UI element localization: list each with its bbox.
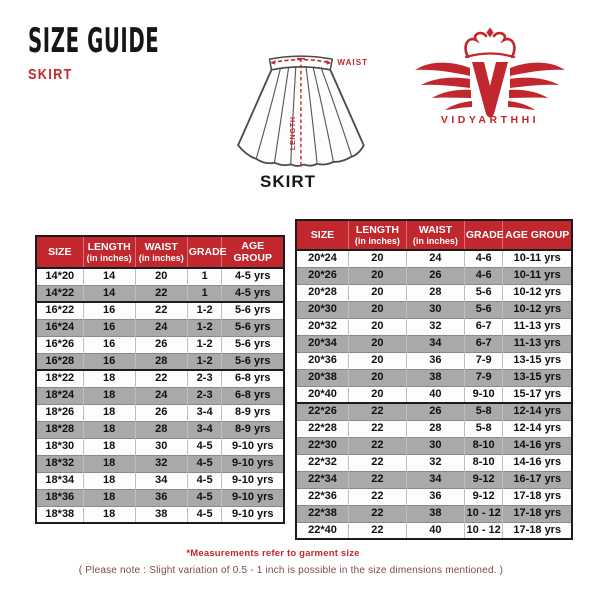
cell-age-group: 16-17 yrs — [503, 471, 572, 488]
cell-waist: 28 — [135, 421, 187, 438]
cell-age-group: 4-5 yrs — [235, 270, 271, 283]
page-title: SIZE GUIDE — [28, 21, 160, 61]
cell-length: 20 — [348, 386, 406, 403]
cell-size: 22*34 — [296, 471, 348, 488]
cell-length: 14 — [83, 268, 135, 285]
length-label: LENGTH — [288, 116, 297, 151]
table-row — [296, 352, 572, 369]
cell-size: 22*32 — [296, 454, 348, 471]
cell-waist: 24 — [135, 387, 187, 404]
cell-size: 20*28 — [296, 284, 348, 301]
cell-size: 18*26 — [36, 404, 83, 421]
col-header-size: SIZE — [36, 236, 83, 268]
cell-waist: 40 — [406, 522, 464, 539]
table-row — [36, 319, 284, 336]
cell-age-group: 5-6 yrs — [222, 302, 284, 319]
table-row — [296, 267, 572, 284]
cell-length: 20 — [348, 318, 406, 335]
table-row — [296, 369, 572, 386]
table-row — [296, 488, 572, 505]
cell-waist: 28 — [406, 284, 464, 301]
table-row — [296, 454, 572, 471]
cell-waist: 30 — [135, 438, 187, 455]
cell-size: 20*40 — [296, 386, 348, 403]
col-header-size: SIZE — [296, 220, 348, 250]
cell-grade: 1-2 — [187, 336, 222, 353]
table-row — [36, 285, 284, 302]
cell-size: 16*26 — [36, 336, 83, 353]
cell-grade: 1 — [187, 285, 222, 302]
cell-grade: 3-4 — [187, 421, 222, 438]
cell-length: 22 — [348, 471, 406, 488]
cell-length: 20 — [348, 284, 406, 301]
table-row — [296, 403, 572, 420]
cell-size: 16*24 — [36, 319, 83, 336]
table-row — [36, 506, 284, 523]
cell-grade: 5-8 — [464, 403, 503, 420]
cell-grade: 4-5 — [187, 455, 222, 472]
cell-length: 18 — [83, 455, 135, 472]
cell-size: 22*38 — [296, 505, 348, 522]
cell-grade: 2-3 — [187, 370, 222, 387]
cell-length: 20 — [348, 352, 406, 369]
cell-size: 20*24 — [296, 250, 348, 267]
cell-length: 20 — [348, 301, 406, 318]
cell-waist: 26 — [406, 267, 464, 284]
cell-length: 22 — [348, 505, 406, 522]
col-header-grade: GRADE — [464, 220, 503, 250]
cell-length: 18 — [83, 472, 135, 489]
size-table-right — [295, 219, 573, 540]
brand-name: VIDYARTHHI — [440, 114, 540, 126]
cell-length: 22 — [348, 403, 406, 420]
cell-size: 20*30 — [296, 301, 348, 318]
table-row — [296, 318, 572, 335]
cell-age-group: 6-8 yrs — [222, 370, 284, 387]
cell-age-group: 5-6 yrs — [222, 336, 284, 353]
cell-waist: 38 — [406, 505, 464, 522]
cell-age-group: 10-11 yrs — [513, 252, 561, 265]
cell-waist: 38 — [135, 506, 187, 523]
table-row — [36, 302, 284, 319]
cell-waist: 30 — [406, 301, 464, 318]
col-header-age-group: AGE GROUP — [503, 220, 572, 250]
cell-length: 20 — [348, 335, 406, 352]
cell-waist: 22 — [135, 285, 187, 302]
table-row — [296, 471, 572, 488]
cell-age-group: 17-18 yrs — [503, 505, 572, 522]
cell-length: 22 — [348, 488, 406, 505]
table-row — [36, 387, 284, 404]
cell-size: 18*36 — [36, 489, 83, 506]
cell-age-group: 14-16 yrs — [503, 454, 572, 471]
cell-length: 14 — [83, 285, 135, 302]
cell-grade: 4-5 — [187, 438, 222, 455]
table-row — [296, 437, 572, 454]
cell-length: 20 — [348, 369, 406, 386]
cell-grade: 4-5 — [187, 506, 222, 523]
cell-age-group: 13-15 yrs — [503, 352, 572, 369]
table-row — [296, 335, 572, 352]
size-table-left — [35, 235, 285, 524]
cell-size: 20*34 — [296, 335, 348, 352]
cell-length: 18 — [83, 421, 135, 438]
table-row — [36, 472, 284, 489]
cell-waist: 22 — [135, 370, 187, 387]
cell-age-group: 5-6 yrs — [222, 353, 284, 370]
table-row — [296, 284, 572, 301]
cell-age-group: 9-10 yrs — [222, 455, 284, 472]
cell-waist: 26 — [135, 404, 187, 421]
cell-age-group: 9-10 yrs — [222, 472, 284, 489]
cell-grade: 5-6 — [464, 284, 503, 301]
table-row — [36, 404, 284, 421]
cell-waist: 32 — [406, 454, 464, 471]
cell-waist: 28 — [135, 353, 187, 370]
cell-size: 20*32 — [296, 318, 348, 335]
cell-length: 18 — [83, 370, 135, 387]
cell-grade: 3-4 — [187, 404, 222, 421]
cell-size: 20*38 — [296, 369, 348, 386]
cell-length: 16 — [83, 353, 135, 370]
table-row — [296, 420, 572, 437]
cell-size: 14*22 — [36, 285, 83, 302]
table-row — [296, 522, 572, 539]
cell-age-group: 12-14 yrs — [503, 420, 572, 437]
cell-size: 18*38 — [36, 506, 83, 523]
col-header-age-group: AGE GROUP — [222, 236, 284, 268]
cell-length: 20 — [348, 267, 406, 284]
col-header-grade: GRADE — [187, 236, 222, 268]
table-row — [36, 455, 284, 472]
cell-waist: 34 — [406, 471, 464, 488]
col-header-waist: WAIST (in inches) — [135, 236, 187, 268]
cell-size: 18*34 — [36, 472, 83, 489]
cell-grade: 9-10 — [464, 386, 503, 403]
cell-age-group: 17-18 yrs — [503, 522, 572, 539]
cell-size: 16*22 — [36, 302, 83, 319]
measurement-footnote: *Measurements refer to garment size — [186, 548, 360, 559]
cell-length: 18 — [83, 438, 135, 455]
table-row — [36, 421, 284, 438]
cell-waist: 36 — [135, 489, 187, 506]
cell-age-group: 9-10 yrs — [222, 438, 284, 455]
cell-length: 22 — [348, 522, 406, 539]
cell-age-group: 9-10 yrs — [222, 506, 284, 523]
cell-age-group: 12-14 yrs — [503, 403, 572, 420]
cell-waist: 38 — [406, 369, 464, 386]
cell-size: 14*20 — [36, 268, 83, 285]
cell-age-group: 11-13 yrs — [503, 335, 572, 352]
table-header-row — [296, 220, 572, 250]
cell-waist: 28 — [406, 420, 464, 437]
cell-grade: 5-8 — [464, 420, 503, 437]
cell-length: 22 — [348, 437, 406, 454]
cell-waist: 26 — [135, 336, 187, 353]
cell-grade: 4-5 — [187, 472, 222, 489]
table-row — [36, 336, 284, 353]
cell-grade: 1 — [187, 268, 222, 285]
cell-size: 22*26 — [296, 403, 348, 420]
cell-age-group: 8-9 yrs — [222, 421, 284, 438]
cell-age-group: 6-8 yrs — [222, 387, 284, 404]
cell-grade: 8-10 — [464, 454, 503, 471]
cell-length: 18 — [83, 387, 135, 404]
cell-age-group: 10-11 yrs — [503, 267, 572, 284]
cell-age-group: 10-12 yrs — [503, 284, 572, 301]
cell-size: 18*28 — [36, 421, 83, 438]
cell-grade: 5-6 — [464, 301, 503, 318]
col-header-length: LENGTH (in inches) — [83, 236, 135, 268]
cell-grade: 1-2 — [187, 353, 222, 370]
cell-waist: 30 — [406, 437, 464, 454]
cell-grade: 4-6 — [464, 250, 503, 267]
variation-note: ( Please note : Slight variation of 0.5 - 1 inch is possible in the size dimensions mentioned. ) — [78, 565, 504, 576]
cell-waist: 40 — [406, 386, 464, 403]
cell-grade: 9-12 — [464, 471, 503, 488]
cell-age-group: 10-12 yrs — [503, 301, 572, 318]
cell-size: 18*30 — [36, 438, 83, 455]
cell-grade: 2-3 — [187, 387, 222, 404]
table-row — [296, 386, 572, 403]
table-row — [36, 353, 284, 370]
logo-v-shape — [472, 62, 508, 118]
waist-label: WAIST — [337, 58, 369, 68]
cell-age-group: 14-16 yrs — [503, 437, 572, 454]
cell-grade: 1-2 — [187, 319, 222, 336]
cell-length: 22 — [348, 454, 406, 471]
cell-waist: 34 — [135, 472, 187, 489]
table-row — [296, 505, 572, 522]
cell-size: 18*32 — [36, 455, 83, 472]
cell-waist: 32 — [406, 318, 464, 335]
cell-size: 18*24 — [36, 387, 83, 404]
table-row — [36, 438, 284, 455]
table-row — [36, 489, 284, 506]
table-row — [296, 301, 572, 318]
cell-size: 22*30 — [296, 437, 348, 454]
diagram-caption: SKIRT — [260, 172, 316, 191]
cell-size: 22*28 — [296, 420, 348, 437]
cell-grade: 1-2 — [187, 302, 222, 319]
cell-length: 18 — [83, 404, 135, 421]
cell-waist: 36 — [406, 488, 464, 505]
cell-size: 22*36 — [296, 488, 348, 505]
cell-age-group: 8-9 yrs — [222, 404, 284, 421]
col-header-length: LENGTH (in inches) — [348, 220, 406, 250]
cell-age-group: 4-5 yrs — [222, 285, 284, 302]
cell-size: 22*40 — [296, 522, 348, 539]
cell-waist: 32 — [135, 455, 187, 472]
cell-age-group: 15-17 yrs — [503, 386, 572, 403]
table-row — [296, 250, 572, 267]
cell-age-group: 9-10 yrs — [222, 489, 284, 506]
cell-grade: 7-9 — [464, 352, 503, 369]
title-block — [28, 21, 254, 83]
cell-grade: 6-7 — [464, 318, 503, 335]
table-header-row — [36, 236, 284, 268]
col-header-waist: WAIST (in inches) — [406, 220, 464, 250]
brand-logo-icon — [412, 24, 568, 126]
cell-waist: 36 — [406, 352, 464, 369]
cell-grade: 4-6 — [464, 267, 503, 284]
cell-size: 20*26 — [296, 267, 348, 284]
cell-waist: 20 — [135, 268, 187, 285]
cell-grade: 6-7 — [464, 335, 503, 352]
cell-size: 20*36 — [296, 352, 348, 369]
brand-logo — [412, 24, 568, 126]
page-subtitle: SKIRT — [28, 66, 73, 83]
cell-waist: 22 — [135, 302, 187, 319]
cell-grade: 10 - 12 — [464, 522, 503, 539]
cell-age-group: 13-15 yrs — [503, 369, 572, 386]
cell-size: 16*28 — [36, 353, 83, 370]
table-row — [36, 370, 284, 387]
cell-waist: 24 — [135, 319, 187, 336]
cell-waist: 24 — [406, 250, 464, 267]
right-wing-icon — [508, 63, 565, 110]
cell-length: 16 — [83, 319, 135, 336]
cell-age-group: 17-18 yrs — [503, 488, 572, 505]
cell-length: 20 — [348, 250, 406, 267]
cell-length: 22 — [348, 420, 406, 437]
left-wing-icon — [415, 63, 472, 110]
table-row — [36, 268, 284, 285]
cell-grade: 8-10 — [464, 437, 503, 454]
cell-grade: 9-12 — [464, 488, 503, 505]
cell-grade: 7-9 — [464, 369, 503, 386]
cell-grade: 10 - 12 — [464, 505, 503, 522]
cell-waist: 34 — [406, 335, 464, 352]
cell-length: 16 — [83, 302, 135, 319]
cell-age-group: 11-13 yrs — [503, 318, 572, 335]
cell-length: 18 — [83, 489, 135, 506]
cell-length: 18 — [83, 506, 135, 523]
cell-size: 18*22 — [36, 370, 83, 387]
crown-finial — [486, 28, 493, 38]
cell-grade: 4-5 — [187, 489, 222, 506]
cell-length: 16 — [83, 336, 135, 353]
cell-age-group: 5-6 yrs — [222, 319, 284, 336]
cell-waist: 26 — [406, 403, 464, 420]
